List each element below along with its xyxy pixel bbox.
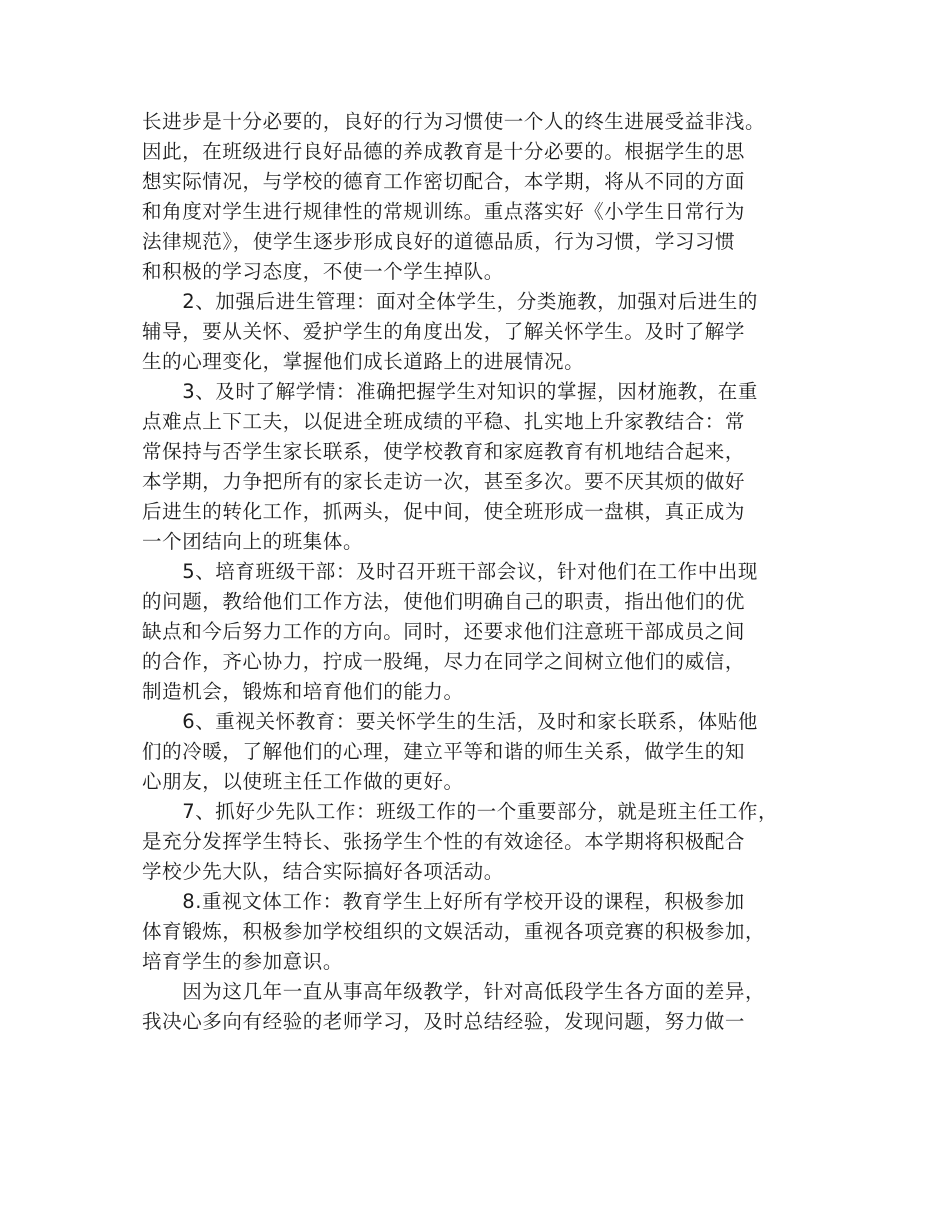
text-line: 后进生的转化工作，抓两头，促中间，使全班形成一盘棋，真正成为 — [142, 500, 746, 523]
text-line: 辅导，要从关怀、爱护学生的角度出发，了解关怀学生。及时了解学 — [142, 320, 746, 343]
text-line: 想实际情况，与学校的德育工作密切配合，本学期，将从不同的方面 — [142, 170, 746, 193]
text-line: 和角度对学生进行规律性的常规训练。重点落实好《小学生日常行为 — [142, 200, 746, 223]
text-line: 因为这几年一直从事高年级教学，针对高低段学生各方面的差异， — [142, 980, 766, 1003]
text-line: 因此，在班级进行良好品德的养成教育是十分必要的。根据学生的思 — [142, 140, 746, 163]
text-line: 体育锻炼，积极参加学校组织的文娱活动，重视各项竞赛的积极参加， — [142, 920, 766, 943]
text-line: 我决心多向有经验的老师学习，及时总结经验，发现问题，努力做一 — [142, 1010, 746, 1033]
text-line: 点难点上下工夫，以促进全班成绩的平稳、扎实地上升家教结合：常 — [142, 410, 746, 433]
text-line: 们的冷暖，了解他们的心理，建立平等和谐的师生关系，做学生的知 — [142, 740, 746, 763]
text-line: 制造机会，锻炼和培育他们的能力。 — [142, 680, 464, 703]
text-line: 一个团结向上的班集体。 — [142, 530, 364, 553]
text-line: 的合作，齐心协力，拧成一股绳，尽力在同学之间树立他们的威信， — [142, 650, 746, 673]
text-line: 6、重视关怀教育：要关怀学生的生活，及时和家长联系，体贴他 — [142, 710, 759, 733]
text-line: 长进步是十分必要的，良好的行为习惯使一个人的终生进展受益非浅。 — [142, 110, 766, 133]
text-line: 学校少先大队，结合实际搞好各项活动。 — [142, 860, 504, 883]
body-text — [142, 107, 832, 1037]
text-line: 培育学生的参加意识。 — [142, 950, 344, 973]
text-line: 法律规范》，使学生逐步形成良好的道德品质，行为习惯，学习习惯 — [142, 230, 736, 253]
text-line: 生的心理变化，掌握他们成长道路上的进展情况。 — [142, 350, 585, 373]
text-line: 8.重视文体工作：教育学生上好所有学校开设的课程，积极参加 — [142, 890, 745, 913]
text-line: 本学期，力争把所有的家长走访一次，甚至多次。要不厌其烦的做好 — [142, 470, 746, 493]
text-line: 2、加强后进生管理：面对全体学生，分类施教，加强对后进生的 — [142, 290, 759, 313]
text-line: 心朋友，以使班主任工作做的更好。 — [142, 770, 464, 793]
text-line: 缺点和今后努力工作的方向。同时，还要求他们注意班干部成员之间 — [142, 620, 746, 643]
text-line: 的问题，教给他们工作方法，使他们明确自己的职责，指出他们的优 — [142, 590, 746, 613]
text-line: 3、及时了解学情：准确把握学生对知识的掌握，因材施教，在重 — [142, 380, 759, 403]
text-line: 7、抓好少先队工作：班级工作的一个重要部分，就是班主任工作， — [142, 800, 779, 823]
text-line: 是充分发挥学生特长、张扬学生个性的有效途径。本学期将积极配合 — [142, 830, 746, 853]
text-line: 和积极的学习态度，不使一个学生掉队。 — [142, 260, 504, 283]
text-line: 5、培育班级干部：及时召开班干部会议，针对他们在工作中出现 — [142, 560, 759, 583]
text-line: 常保持与否学生家长联系，使学校教育和家庭教育有机地结合起来， — [142, 440, 746, 463]
